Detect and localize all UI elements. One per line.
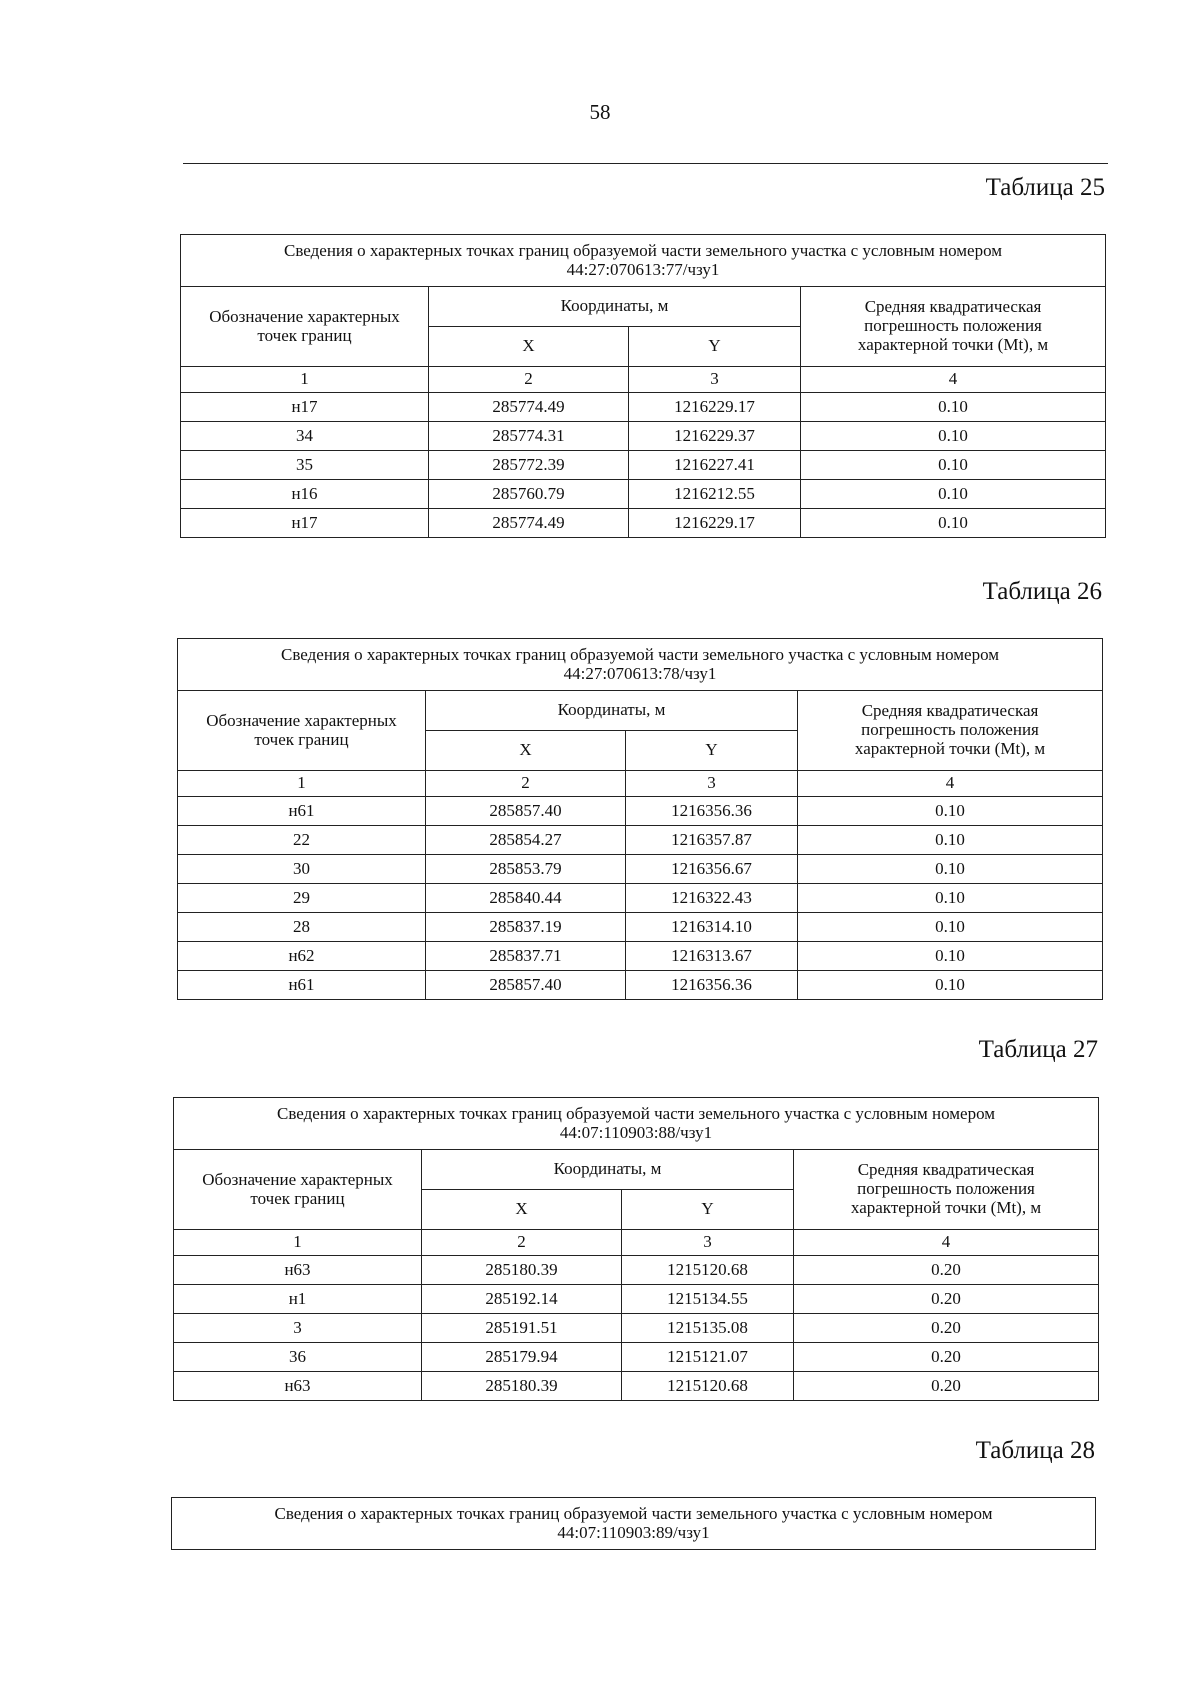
point-header: Обозначение характерных точек границ (181, 287, 429, 367)
y-cell: 1216227.41 (629, 451, 801, 480)
point-header: Обозначение характерных точек границ (178, 691, 426, 771)
x-cell: 285837.71 (426, 942, 626, 971)
point-cell: н62 (178, 942, 426, 971)
table-26 (177, 638, 1103, 1000)
page-number: 58 (589, 100, 611, 124)
error-cell: 0.10 (801, 393, 1106, 422)
point-cell: н63 (174, 1256, 422, 1285)
table-row (174, 1256, 1099, 1285)
y-cell: 1216229.17 (629, 393, 801, 422)
table-row (181, 393, 1106, 422)
error-header: Средняя квадратическая погрешность положения характерной точки (Mt), м (801, 287, 1106, 367)
point-cell: н61 (178, 797, 426, 826)
point-cell: 35 (181, 451, 429, 480)
error-cell: 0.10 (798, 884, 1103, 913)
error-header: Средняя квадратическая погрешность положения характерной точки (Mt), м (794, 1150, 1099, 1230)
x-header: X (426, 731, 626, 771)
point-cell: н1 (174, 1285, 422, 1314)
x-cell: 285180.39 (422, 1256, 622, 1285)
x-cell: 285191.51 (422, 1314, 622, 1343)
y-cell: 1215135.08 (622, 1314, 794, 1343)
y-cell: 1215120.68 (622, 1372, 794, 1401)
y-cell: 1216356.67 (626, 855, 798, 884)
error-cell: 0.10 (798, 971, 1103, 1000)
table-row (181, 451, 1106, 480)
error-cell: 0.20 (794, 1372, 1099, 1401)
y-cell: 1215121.07 (622, 1343, 794, 1372)
y-cell: 1216357.87 (626, 826, 798, 855)
x-cell: 285853.79 (426, 855, 626, 884)
point-cell: 36 (174, 1343, 422, 1372)
y-cell: 1216212.55 (629, 480, 801, 509)
table-28-caption: Таблица 28 (975, 1437, 1095, 1464)
point-cell: н17 (181, 393, 429, 422)
error-cell: 0.10 (798, 913, 1103, 942)
table-row (178, 855, 1103, 884)
error-cell: 0.20 (794, 1256, 1099, 1285)
y-cell: 1216229.17 (629, 509, 801, 538)
y-cell: 1215134.55 (622, 1285, 794, 1314)
table-row (178, 942, 1103, 971)
point-header: Обозначение характерных точек границ (174, 1150, 422, 1230)
column-numbers-row: 1 2 3 4 (178, 771, 1103, 797)
error-cell: 0.10 (798, 826, 1103, 855)
y-cell: 1216313.67 (626, 942, 798, 971)
x-cell: 285192.14 (422, 1285, 622, 1314)
error-header: Средняя квадратическая погрешность положения характерной точки (Mt), м (798, 691, 1103, 771)
y-cell: 1216356.36 (626, 797, 798, 826)
table-25 (180, 234, 1106, 538)
point-cell: 30 (178, 855, 426, 884)
table-row (178, 971, 1103, 1000)
table-row (178, 826, 1103, 855)
table-row (174, 1343, 1099, 1372)
table-row (181, 480, 1106, 509)
table-row (174, 1314, 1099, 1343)
column-numbers-row: 1 2 3 4 (181, 367, 1106, 393)
x-cell: 285774.49 (429, 509, 629, 538)
point-cell: н16 (181, 480, 429, 509)
y-cell: 1215120.68 (622, 1256, 794, 1285)
error-cell: 0.10 (798, 942, 1103, 971)
x-cell: 285854.27 (426, 826, 626, 855)
y-cell: 1216322.43 (626, 884, 798, 913)
table-title: Сведения о характерных точках границ образуемой части земельного участка с условным номером 44:07:110903:88/чзу1 (174, 1098, 1099, 1150)
y-header: Y (622, 1190, 794, 1230)
x-cell: 285837.19 (426, 913, 626, 942)
point-cell: 22 (178, 826, 426, 855)
y-cell: 1216356.36 (626, 971, 798, 1000)
x-cell: 285179.94 (422, 1343, 622, 1372)
table-title: Сведения о характерных точках границ образуемой части земельного участка с условным номером 44:07:110903:89/чзу1 (172, 1498, 1096, 1550)
x-cell: 285840.44 (426, 884, 626, 913)
table-25-caption: Таблица 25 (985, 174, 1105, 201)
table-27 (173, 1097, 1099, 1401)
error-cell: 0.20 (794, 1343, 1099, 1372)
error-cell: 0.20 (794, 1314, 1099, 1343)
table-title: Сведения о характерных точках границ образуемой части земельного участка с условным номером 44:27:070613:77/чзу1 (181, 235, 1106, 287)
x-cell: 285857.40 (426, 971, 626, 1000)
point-cell: 29 (178, 884, 426, 913)
table-26-caption: Таблица 26 (982, 578, 1102, 605)
column-numbers-row: 1 2 3 4 (174, 1230, 1099, 1256)
point-cell: н17 (181, 509, 429, 538)
point-cell: 34 (181, 422, 429, 451)
error-cell: 0.10 (801, 422, 1106, 451)
error-cell: 0.10 (801, 509, 1106, 538)
coords-header: Координаты, м (429, 287, 801, 327)
error-cell: 0.10 (801, 451, 1106, 480)
y-header: Y (626, 731, 798, 771)
table-row (181, 509, 1106, 538)
y-cell: 1216229.37 (629, 422, 801, 451)
coords-header: Координаты, м (426, 691, 798, 731)
point-cell: 3 (174, 1314, 422, 1343)
table-row (181, 422, 1106, 451)
x-cell: 285772.39 (429, 451, 629, 480)
x-cell: 285857.40 (426, 797, 626, 826)
y-cell: 1216314.10 (626, 913, 798, 942)
coords-header: Координаты, м (422, 1150, 794, 1190)
error-cell: 0.20 (794, 1285, 1099, 1314)
x-header: X (422, 1190, 622, 1230)
table-row (178, 797, 1103, 826)
point-cell: н63 (174, 1372, 422, 1401)
y-header: Y (629, 327, 801, 367)
table-27-caption: Таблица 27 (978, 1036, 1098, 1063)
x-cell: 285760.79 (429, 480, 629, 509)
table-title: Сведения о характерных точках границ образуемой части земельного участка с условным номером 44:27:070613:78/чзу1 (178, 639, 1103, 691)
point-cell: н61 (178, 971, 426, 1000)
table-row (174, 1285, 1099, 1314)
table-row (178, 913, 1103, 942)
error-cell: 0.10 (798, 855, 1103, 884)
x-cell: 285774.31 (429, 422, 629, 451)
table-row (178, 884, 1103, 913)
error-cell: 0.10 (798, 797, 1103, 826)
error-cell: 0.10 (801, 480, 1106, 509)
table-28 (171, 1497, 1096, 1550)
x-cell: 285180.39 (422, 1372, 622, 1401)
table-row (174, 1372, 1099, 1401)
x-header: X (429, 327, 629, 367)
x-cell: 285774.49 (429, 393, 629, 422)
point-cell: 28 (178, 913, 426, 942)
header-rule (183, 163, 1108, 164)
